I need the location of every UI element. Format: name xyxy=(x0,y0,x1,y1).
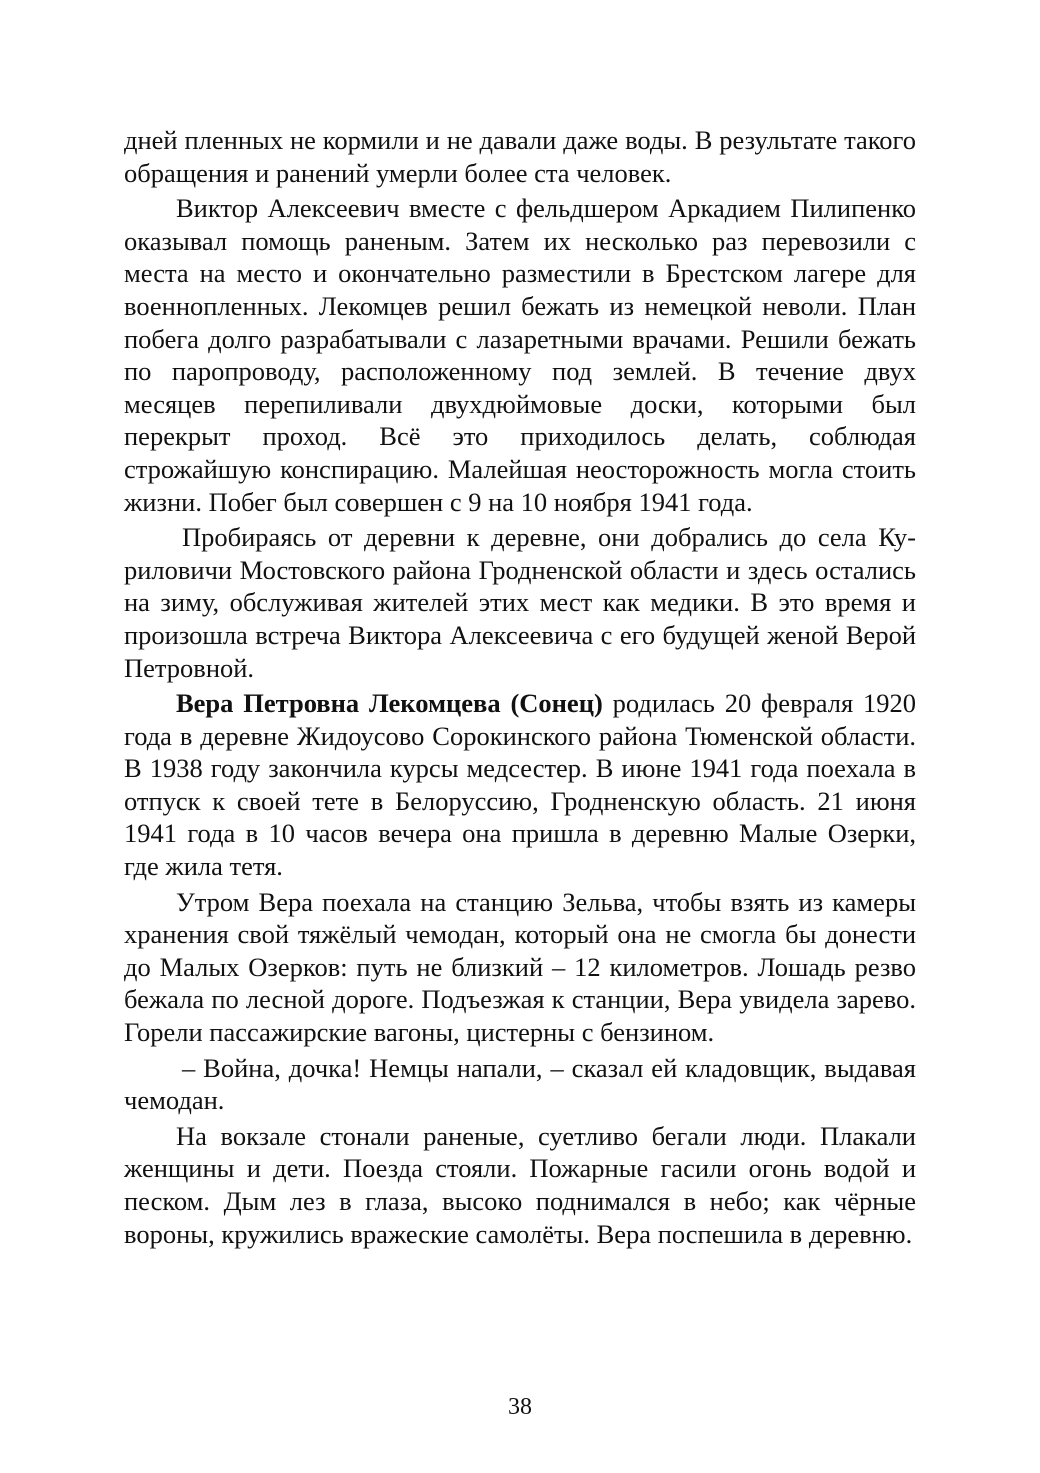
page-body xyxy=(124,124,916,1250)
paragraph-4 xyxy=(124,687,916,883)
page-number: 38 xyxy=(508,1394,532,1420)
paragraph-3: Пробираясь от деревни к деревне, они добрались до села Куриловичи Мостовского района Гродненской области и здесь остались на зиму, обслуживая жителей этих мест как медики. В это время и произошла встреча Виктора Алексеевича с его будущей женой Верой Петровной. xyxy=(124,522,916,683)
person-name-heading: Вера Петровна Лекомцева (Сонец) xyxy=(176,688,603,719)
paragraph-4-text: родилась 20 февраля 1920 года в деревне Жидоусово Сорокинского района Тюменской области. В 1938 году закончила курсы медсестер. В июне 1941 года поехала в отпуск к своей тете в Белоруссию, Гродненскую область. 21 июня 1941 года в 10 часов вечера она пришла в деревню Малые Озерки, где жила тетя. xyxy=(124,688,916,882)
paragraph-2: Виктор Алексеевич вместе с фельдшером Аркадием Пилипенко оказывал помощь раненым. Затем их несколько раз перевозили с места на место и окончательно разместили в Брестском лагере для военнопленных. Лекомцев решил бежать из немецкой неволи. План побега долго разрабатывали с лазаретными врачами. Решили бежать по паропроводу, расположенному под землей. В течение двух месяцев перепиливали двухдюймовые доски, которыми был перекрыт проход. Всё это приходилось делать, соблюдая строжайшую конспирацию. Малейшая неосторожность могла стоить жизни. Побег был совершен с 9 на 10 ноября 1941 года. xyxy=(124,193,916,517)
dialogue-line: – Война, дочка! Немцы напали, – сказал ей кладовщик, выдавая чемодан. xyxy=(124,1052,916,1116)
paragraph-5: Утром Вера поехала на станцию Зельва, чтобы взять из камеры хранения свой тяжёлый чемодан, который она не смогла бы донести до Малых Озерков: путь не близкий – 12 километров. Лошадь резво бежала по лесной дороге. Подъезжая к станции, Вера увидела зарево. Горели пассажирские вагоны, цистерны с бензином. xyxy=(124,886,916,1048)
paragraph-7: На вокзале стонали раненые, суетливо бегали люди. Плакали женщины и дети. Поезда стояли. Пожарные гасили огонь водой и песком. Дым лез в глаза, высоко поднимался в небо; как чёрные вороны, кружились вражеские самолёты. Вера поспешила в деревню. xyxy=(124,1120,916,1249)
paragraph-1: дней пленных не кормили и не давали даже воды. В результате такого обращения и ранений умерли более ста человек. xyxy=(124,125,916,188)
